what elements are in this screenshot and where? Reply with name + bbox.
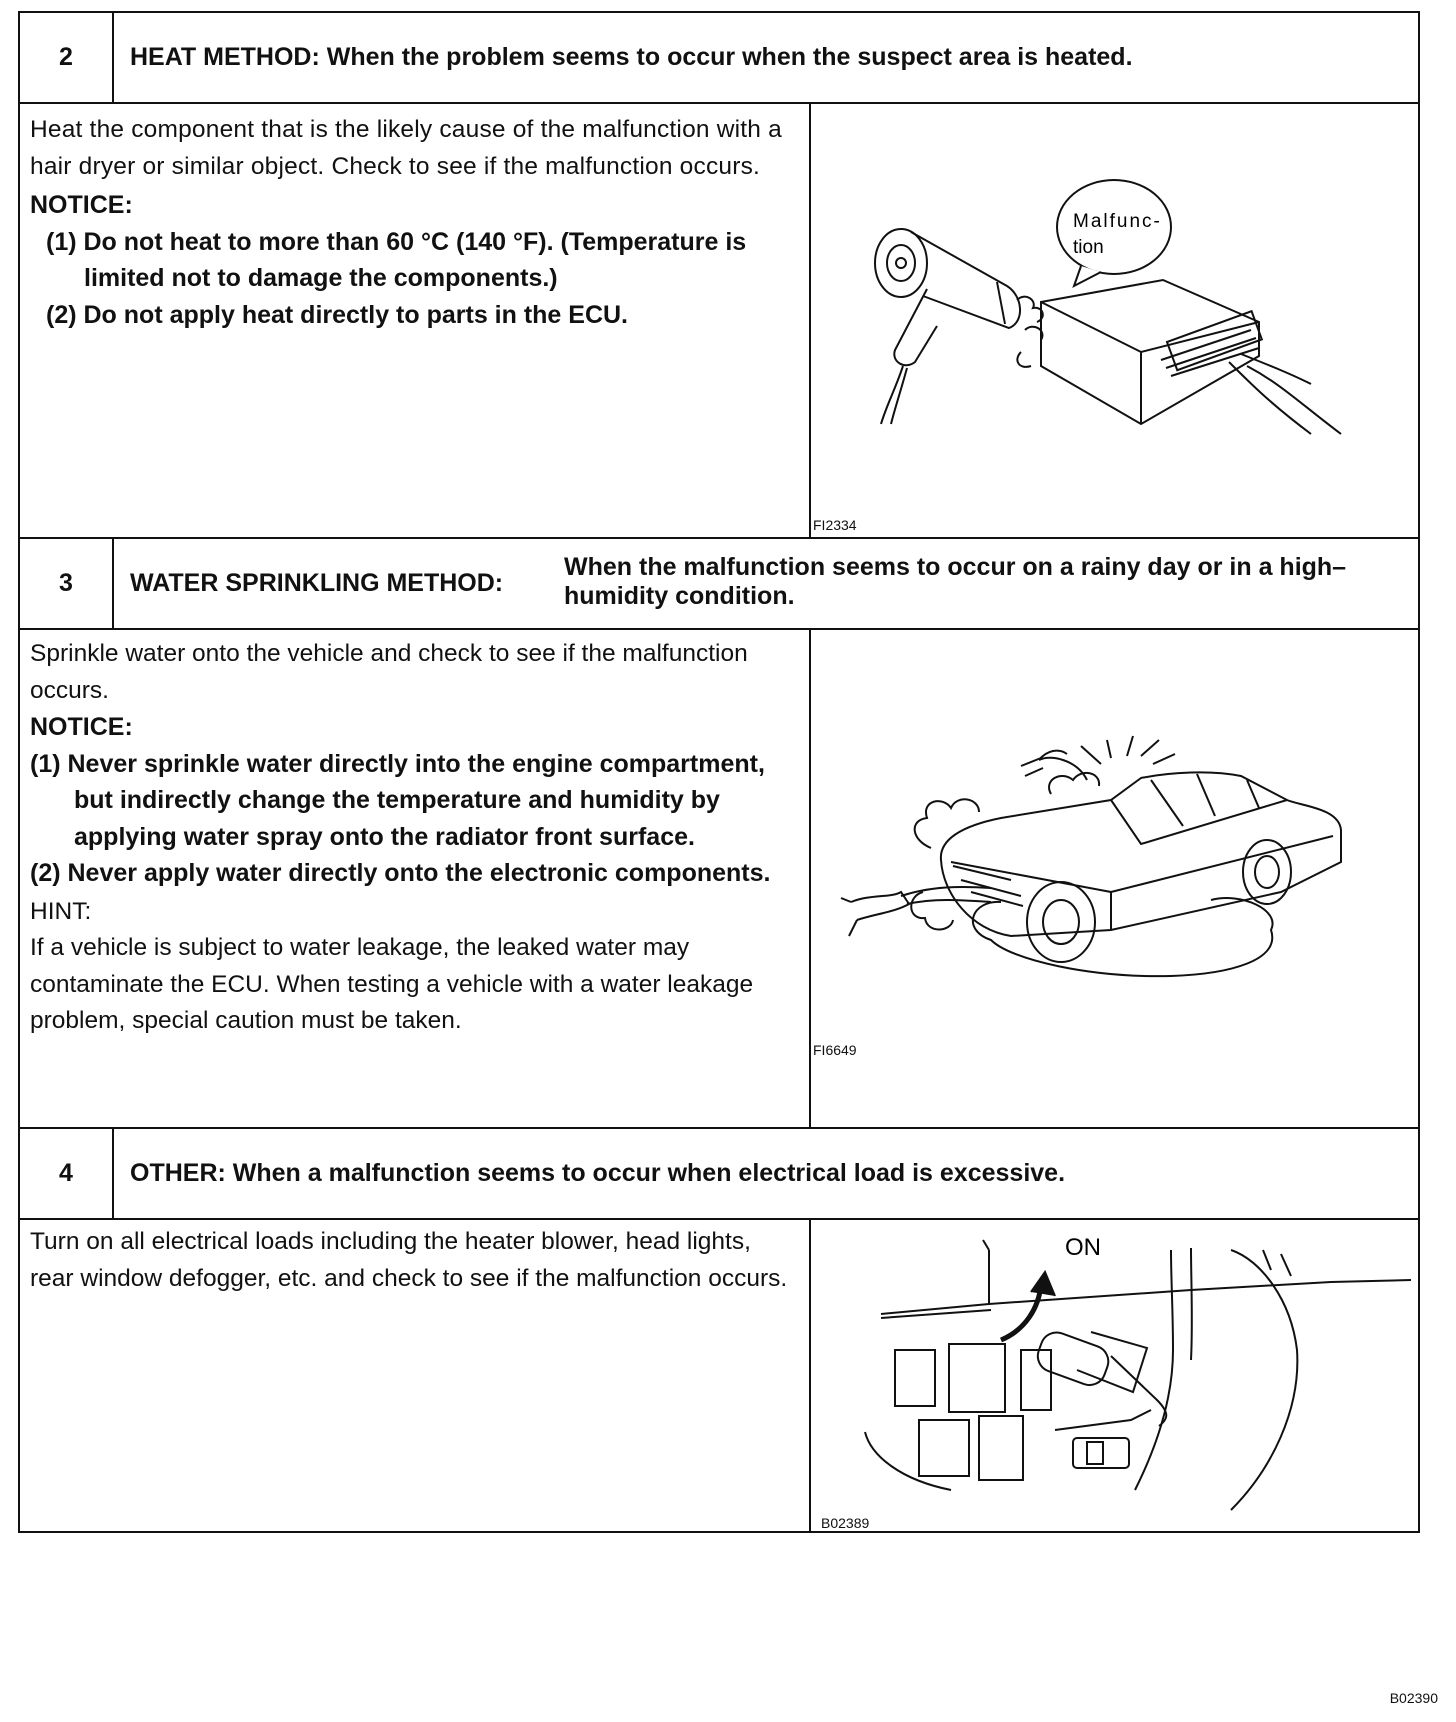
car-water-spray-illustration	[811, 630, 1418, 1127]
section-3-title-label: WATER SPRINKLING METHOD:	[130, 569, 504, 597]
hair-dryer-ecu-figure	[811, 104, 1418, 537]
section-2-notice-label: NOTICE:	[30, 191, 133, 219]
section-3-notice-label: NOTICE:	[30, 713, 133, 741]
dashboard-edge	[881, 1280, 1411, 1314]
car-body-shape	[941, 772, 1341, 936]
section-2-header	[20, 13, 1418, 104]
figure-code: FI2334	[813, 517, 857, 533]
section-3-hint-text: If a vehicle is subject to water leakage, the leaked water may contaminate the ECU. When testing a vehicle with a water leakage problem, special caution must be taken.	[30, 934, 754, 1034]
section-4-body	[20, 1220, 1418, 1533]
figure-code: B02389	[821, 1515, 870, 1531]
page-code: B02390	[1389, 1690, 1438, 1706]
section-3-hint-label: HINT:	[30, 897, 92, 925]
section-3-number: 3	[20, 539, 114, 628]
electrical-load-figure	[811, 1220, 1418, 1533]
svg-text:tion: tion	[1073, 237, 1104, 258]
section-3-notice-item: (2) Never apply water directly onto the electronic components.	[30, 859, 771, 887]
section-2-notice-item: (1) Do not heat to more than 60 °C (140 °F). (Temperature is limited not to damage the components.)	[46, 227, 747, 292]
section-4-instruction: Turn on all electrical loads including the heater blower, head lights, rear window defogger, etc. and check to see if the malfunction occurs.	[30, 1228, 788, 1292]
section-3-title-desc: When the malfunction seems to occur on a rainy day or in a high–humidity condition.	[564, 553, 1347, 610]
section-4-text	[20, 1220, 811, 1533]
section-4-header	[20, 1129, 1418, 1220]
puddle-shape	[973, 898, 1273, 976]
section-3-instruction: Sprinkle water onto the vehicle and check to see if the malfunction occurs.	[30, 640, 748, 704]
section-2-instruction: Heat the component that is the likely cause of the malfunction with a hair dryer or similar object. Check to see if the malfunction occurs.	[30, 116, 782, 180]
hair-dryer-ecu-illustration	[811, 104, 1418, 537]
section-3-text	[20, 630, 811, 1127]
water-sprinkling-figure	[811, 630, 1418, 1127]
hair-dryer-shape	[875, 229, 927, 297]
dashboard-switch-illustration	[811, 1220, 1418, 1531]
section-2-text	[20, 104, 811, 537]
section-3-body	[20, 630, 1418, 1129]
section-2-notice-item: (2) Do not apply heat directly to parts in the ECU.	[46, 300, 629, 329]
vent-shape	[895, 1350, 935, 1406]
section-3-notice-item: (1) Never sprinkle water directly into the engine compartment, but indirectly change the temperature and humidity by applying water spray onto the radiator front surface.	[30, 749, 765, 851]
section-4-title: OTHER: When a malfunction seems to occur when electrical load is excessive.	[130, 1159, 1066, 1187]
section-2-title: HEAT METHOD: When the problem seems to occur when the suspect area is heated.	[130, 43, 1133, 71]
procedure-table	[18, 11, 1420, 1533]
section-4-number: 4	[20, 1129, 114, 1218]
section-2-body	[20, 104, 1418, 539]
section-3-header	[20, 539, 1418, 630]
on-label: ON	[1065, 1234, 1101, 1261]
section-2-number: 2	[20, 13, 114, 102]
callout-text: Malfunc-	[1073, 211, 1162, 232]
figure-code: FI6649	[813, 1042, 857, 1058]
front-wheel-shape	[1027, 882, 1095, 962]
